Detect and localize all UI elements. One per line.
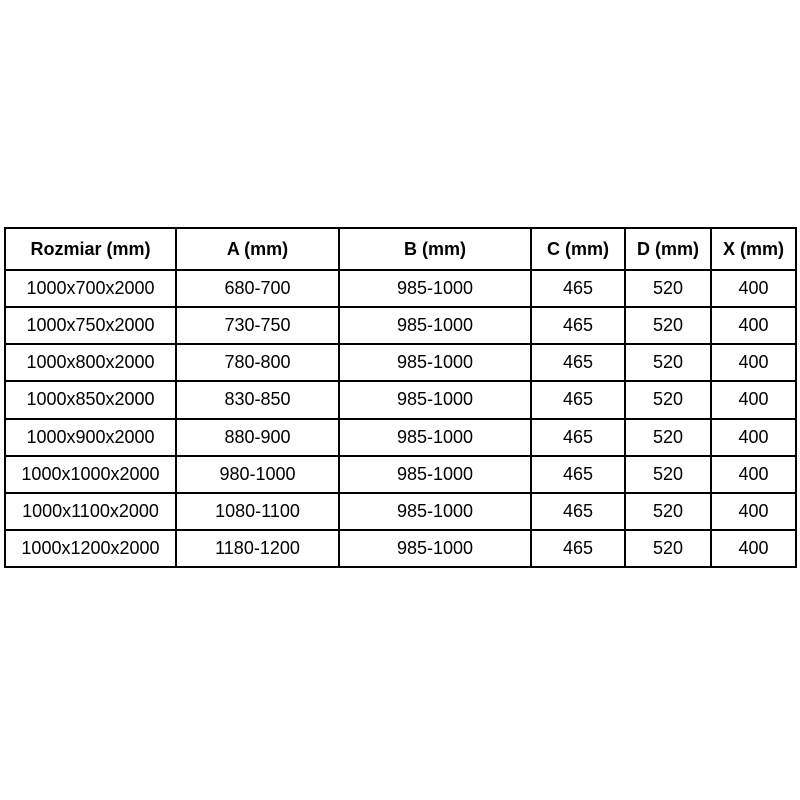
table-cell: 520 (625, 270, 711, 307)
table-cell: 985-1000 (339, 344, 531, 381)
table-cell: 400 (711, 381, 796, 418)
table-cell: 1000x750x2000 (5, 307, 176, 344)
column-header-c: C (mm) (531, 228, 625, 270)
table-cell: 465 (531, 344, 625, 381)
table-cell: 985-1000 (339, 493, 531, 530)
table-cell: 465 (531, 530, 625, 567)
table-cell: 520 (625, 456, 711, 493)
table-cell: 465 (531, 307, 625, 344)
table-row (5, 493, 796, 530)
column-header-d: D (mm) (625, 228, 711, 270)
table-cell: 985-1000 (339, 530, 531, 567)
table-cell: 400 (711, 419, 796, 456)
table-cell: 520 (625, 307, 711, 344)
table-cell: 400 (711, 270, 796, 307)
table-cell: 1000x1000x2000 (5, 456, 176, 493)
column-header-b: B (mm) (339, 228, 531, 270)
column-header-rozmiar: Rozmiar (mm) (5, 228, 176, 270)
table-cell: 465 (531, 419, 625, 456)
table-cell: 985-1000 (339, 270, 531, 307)
table-cell: 520 (625, 381, 711, 418)
table-row (5, 456, 796, 493)
table-cell: 400 (711, 307, 796, 344)
table-cell: 985-1000 (339, 307, 531, 344)
table-cell: 465 (531, 270, 625, 307)
table-cell: 520 (625, 419, 711, 456)
table-cell: 1000x900x2000 (5, 419, 176, 456)
table-cell: 985-1000 (339, 419, 531, 456)
table-row (5, 381, 796, 418)
table-cell: 985-1000 (339, 456, 531, 493)
table-cell: 1000x1100x2000 (5, 493, 176, 530)
table-cell: 400 (711, 530, 796, 567)
table-cell: 780-800 (176, 344, 339, 381)
table-cell: 520 (625, 493, 711, 530)
table-cell: 680-700 (176, 270, 339, 307)
column-header-x: X (mm) (711, 228, 796, 270)
table-cell: 400 (711, 344, 796, 381)
table-cell: 830-850 (176, 381, 339, 418)
table-cell: 1080-1100 (176, 493, 339, 530)
table-cell: 465 (531, 493, 625, 530)
table-row (5, 419, 796, 456)
table-cell: 985-1000 (339, 381, 531, 418)
table-row (5, 530, 796, 567)
header-row (5, 228, 796, 270)
table-row (5, 270, 796, 307)
table-cell: 1000x850x2000 (5, 381, 176, 418)
table-cell: 520 (625, 530, 711, 567)
table-cell: 1180-1200 (176, 530, 339, 567)
table-cell: 400 (711, 456, 796, 493)
table-cell: 980-1000 (176, 456, 339, 493)
table-cell: 465 (531, 456, 625, 493)
column-header-a: A (mm) (176, 228, 339, 270)
table-cell: 400 (711, 493, 796, 530)
table-cell: 880-900 (176, 419, 339, 456)
table-row (5, 307, 796, 344)
table-cell: 1000x800x2000 (5, 344, 176, 381)
table-cell: 465 (531, 381, 625, 418)
table-cell: 1000x1200x2000 (5, 530, 176, 567)
table-cell: 520 (625, 344, 711, 381)
table-cell: 1000x700x2000 (5, 270, 176, 307)
dimensions-table (4, 227, 797, 568)
table-cell: 730-750 (176, 307, 339, 344)
table-row (5, 344, 796, 381)
